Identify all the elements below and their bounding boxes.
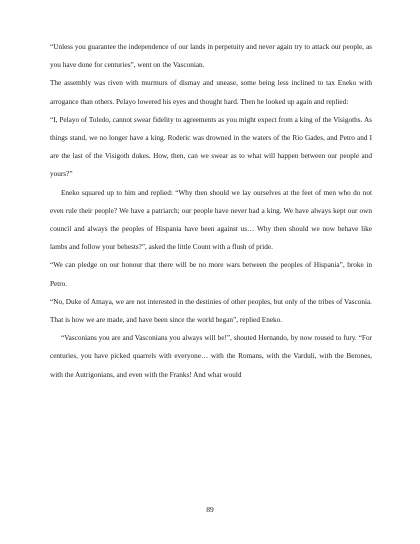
paragraph: “No, Duke of Amaya, we are not interested in the destinies of other peoples, but only of the tribes of Vasconia. That is how we are made, and have been since the world began”, replied Eneko.	[50, 297, 372, 325]
paragraph: “We can pledge on our honour that there will be no more wars between the peoples of Hispania”, broke in Petro.	[50, 261, 372, 288]
page-number: 89	[206, 505, 214, 514]
paragraph: Eneko squared up to him and replied: “Why then should we lay ourselves at the feet of men who do not even rule their people? We have a patriarch; our people have never had a king. We have always kept our own council and always the peoples of Hispania have been against us… Why then should we now behave like lambs and follow your behests?”, asked the little Count with a flush of pride.	[50, 188, 372, 252]
paragraph: The assembly was riven with murmurs of dismay and unease, some being less inclined to tax Eneko with arrogance than others. Pelayo lowered his eyes and thought hard. Then he looked up again and replied:	[50, 79, 372, 106]
paragraph: “Unless you guarantee the independence of our lands in perpetuity and never again try to attack our people, as you have done for centuries”, went on the Vasconian.	[50, 43, 372, 70]
paragraph: “Vasconians you are and Vasconians you always will be!”, shouted Hernando, by now roused to fury. “For centuries, you have picked quarrels with everyone… with the Romans, with the Varduli, with the Berones, with the Autrigonians, and even with the Franks! And what would	[50, 334, 372, 379]
paragraph: “I, Pelayo of Toledo, cannot swear fidelity to agreements as you might expect from a king of the Visigoths. As things stand, we no longer have a king. Roderic was drowned in the waters of the Rio Gades, and Petro and I are the last of the Visigoth dukes. How, then, can we swear as to what will happen between our people and yours?”	[50, 115, 372, 179]
body-text	[50, 38, 372, 384]
